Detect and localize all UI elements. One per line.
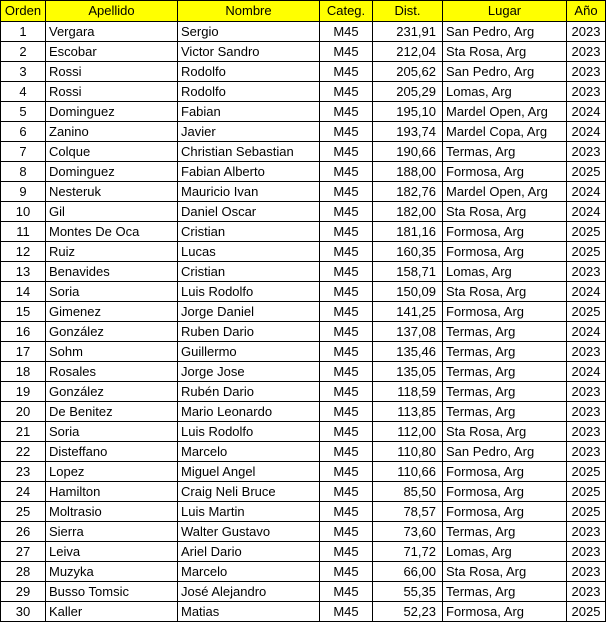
- categoria-cell: M45: [320, 602, 373, 622]
- distancia-cell: 73,60: [373, 522, 443, 542]
- anio-cell: 2024: [567, 202, 606, 222]
- column-header-dist: Dist.: [373, 1, 443, 22]
- orden-cell: 23: [1, 462, 46, 482]
- column-header-categ: Categ.: [320, 1, 373, 22]
- apellido-cell: Moltrasio: [46, 502, 178, 522]
- orden-cell: 22: [1, 442, 46, 462]
- anio-cell: 2023: [567, 42, 606, 62]
- table-row: [1, 222, 606, 242]
- orden-cell: 3: [1, 62, 46, 82]
- nombre-cell: Sergio: [178, 22, 320, 42]
- nombre-cell: Marcelo: [178, 442, 320, 462]
- orden-cell: 2: [1, 42, 46, 62]
- lugar-cell: Sta Rosa, Arg: [443, 202, 567, 222]
- distancia-cell: 85,50: [373, 482, 443, 502]
- apellido-cell: Benavides: [46, 262, 178, 282]
- categoria-cell: M45: [320, 382, 373, 402]
- distancia-cell: 195,10: [373, 102, 443, 122]
- lugar-cell: Termas, Arg: [443, 142, 567, 162]
- categoria-cell: M45: [320, 462, 373, 482]
- distancia-cell: 113,85: [373, 402, 443, 422]
- anio-cell: 2025: [567, 302, 606, 322]
- table-row: [1, 282, 606, 302]
- categoria-cell: M45: [320, 202, 373, 222]
- distancia-cell: 55,35: [373, 582, 443, 602]
- anio-cell: 2023: [567, 582, 606, 602]
- nombre-cell: José Alejandro: [178, 582, 320, 602]
- orden-cell: 20: [1, 402, 46, 422]
- lugar-cell: Termas, Arg: [443, 382, 567, 402]
- anio-cell: 2024: [567, 182, 606, 202]
- apellido-cell: Leiva: [46, 542, 178, 562]
- apellido-cell: De Benitez: [46, 402, 178, 422]
- nombre-cell: Luis Rodolfo: [178, 422, 320, 442]
- apellido-cell: Disteffano: [46, 442, 178, 462]
- orden-cell: 6: [1, 122, 46, 142]
- table-row: [1, 42, 606, 62]
- distancia-cell: 188,00: [373, 162, 443, 182]
- lugar-cell: Formosa, Arg: [443, 482, 567, 502]
- categoria-cell: M45: [320, 82, 373, 102]
- distancia-cell: 110,66: [373, 462, 443, 482]
- nombre-cell: Walter Gustavo: [178, 522, 320, 542]
- orden-cell: 15: [1, 302, 46, 322]
- anio-cell: 2024: [567, 102, 606, 122]
- apellido-cell: Dominguez: [46, 162, 178, 182]
- orden-cell: 17: [1, 342, 46, 362]
- column-header-apellido: Apellido: [46, 1, 178, 22]
- nombre-cell: Guillermo: [178, 342, 320, 362]
- distancia-cell: 212,04: [373, 42, 443, 62]
- orden-cell: 19: [1, 382, 46, 402]
- orden-cell: 5: [1, 102, 46, 122]
- nombre-cell: Matias: [178, 602, 320, 622]
- table-row: [1, 182, 606, 202]
- nombre-cell: Christian Sebastian: [178, 142, 320, 162]
- column-header-nombre: Nombre: [178, 1, 320, 22]
- orden-cell: 29: [1, 582, 46, 602]
- lugar-cell: Mardel Open, Arg: [443, 102, 567, 122]
- orden-cell: 24: [1, 482, 46, 502]
- orden-cell: 18: [1, 362, 46, 382]
- apellido-cell: Soria: [46, 282, 178, 302]
- table-row: [1, 442, 606, 462]
- lugar-cell: Sta Rosa, Arg: [443, 562, 567, 582]
- categoria-cell: M45: [320, 322, 373, 342]
- orden-cell: 30: [1, 602, 46, 622]
- nombre-cell: Rodolfo: [178, 82, 320, 102]
- table-row: [1, 202, 606, 222]
- anio-cell: 2025: [567, 502, 606, 522]
- table-row: [1, 242, 606, 262]
- nombre-cell: Jorge Daniel: [178, 302, 320, 322]
- lugar-cell: Lomas, Arg: [443, 542, 567, 562]
- categoria-cell: M45: [320, 302, 373, 322]
- table-row: [1, 102, 606, 122]
- distancia-cell: 137,08: [373, 322, 443, 342]
- orden-cell: 25: [1, 502, 46, 522]
- table-row: [1, 162, 606, 182]
- lugar-cell: San Pedro, Arg: [443, 22, 567, 42]
- orden-cell: 14: [1, 282, 46, 302]
- distancia-cell: 150,09: [373, 282, 443, 302]
- anio-cell: 2025: [567, 222, 606, 242]
- lugar-cell: Mardel Copa, Arg: [443, 122, 567, 142]
- apellido-cell: Muzyka: [46, 562, 178, 582]
- nombre-cell: Javier: [178, 122, 320, 142]
- orden-cell: 11: [1, 222, 46, 242]
- nombre-cell: Miguel Angel: [178, 462, 320, 482]
- categoria-cell: M45: [320, 162, 373, 182]
- apellido-cell: Nesteruk: [46, 182, 178, 202]
- nombre-cell: Craig Neli Bruce: [178, 482, 320, 502]
- orden-cell: 10: [1, 202, 46, 222]
- anio-cell: 2023: [567, 562, 606, 582]
- anio-cell: 2023: [567, 522, 606, 542]
- nombre-cell: Rubén Dario: [178, 382, 320, 402]
- lugar-cell: Sta Rosa, Arg: [443, 282, 567, 302]
- nombre-cell: Cristian: [178, 222, 320, 242]
- distancia-cell: 205,62: [373, 62, 443, 82]
- lugar-cell: Termas, Arg: [443, 522, 567, 542]
- apellido-cell: Dominguez: [46, 102, 178, 122]
- orden-cell: 21: [1, 422, 46, 442]
- table-row: [1, 122, 606, 142]
- anio-cell: 2023: [567, 382, 606, 402]
- categoria-cell: M45: [320, 582, 373, 602]
- categoria-cell: M45: [320, 142, 373, 162]
- distancia-cell: 141,25: [373, 302, 443, 322]
- table-row: [1, 382, 606, 402]
- apellido-cell: González: [46, 322, 178, 342]
- table-row: [1, 562, 606, 582]
- table-row: [1, 62, 606, 82]
- distancia-cell: 66,00: [373, 562, 443, 582]
- anio-cell: 2025: [567, 602, 606, 622]
- table-row: [1, 402, 606, 422]
- categoria-cell: M45: [320, 562, 373, 582]
- column-header-anio: Año: [567, 1, 606, 22]
- apellido-cell: Rossi: [46, 62, 178, 82]
- lugar-cell: Lomas, Arg: [443, 82, 567, 102]
- column-header-lugar: Lugar: [443, 1, 567, 22]
- nombre-cell: Ruben Dario: [178, 322, 320, 342]
- categoria-cell: M45: [320, 22, 373, 42]
- categoria-cell: M45: [320, 482, 373, 502]
- distancia-cell: 231,91: [373, 22, 443, 42]
- orden-cell: 13: [1, 262, 46, 282]
- anio-cell: 2023: [567, 22, 606, 42]
- nombre-cell: Jorge Jose: [178, 362, 320, 382]
- lugar-cell: Formosa, Arg: [443, 222, 567, 242]
- nombre-cell: Fabian: [178, 102, 320, 122]
- apellido-cell: Busso Tomsic: [46, 582, 178, 602]
- orden-cell: 8: [1, 162, 46, 182]
- nombre-cell: Mario Leonardo: [178, 402, 320, 422]
- anio-cell: 2023: [567, 142, 606, 162]
- nombre-cell: Ariel Dario: [178, 542, 320, 562]
- orden-cell: 16: [1, 322, 46, 342]
- anio-cell: 2024: [567, 122, 606, 142]
- table-row: [1, 542, 606, 562]
- table-row: [1, 262, 606, 282]
- apellido-cell: Sierra: [46, 522, 178, 542]
- distancia-cell: 190,66: [373, 142, 443, 162]
- lugar-cell: Formosa, Arg: [443, 462, 567, 482]
- categoria-cell: M45: [320, 522, 373, 542]
- anio-cell: 2023: [567, 62, 606, 82]
- anio-cell: 2025: [567, 462, 606, 482]
- distancia-cell: 118,59: [373, 382, 443, 402]
- table-row: [1, 522, 606, 542]
- apellido-cell: Escobar: [46, 42, 178, 62]
- categoria-cell: M45: [320, 422, 373, 442]
- table-row: [1, 482, 606, 502]
- table-row: [1, 82, 606, 102]
- lugar-cell: Formosa, Arg: [443, 162, 567, 182]
- categoria-cell: M45: [320, 62, 373, 82]
- nombre-cell: Luis Martin: [178, 502, 320, 522]
- distancia-cell: 205,29: [373, 82, 443, 102]
- orden-cell: 7: [1, 142, 46, 162]
- lugar-cell: Formosa, Arg: [443, 602, 567, 622]
- anio-cell: 2023: [567, 262, 606, 282]
- table-row: [1, 342, 606, 362]
- orden-cell: 26: [1, 522, 46, 542]
- table-row: [1, 142, 606, 162]
- categoria-cell: M45: [320, 342, 373, 362]
- lugar-cell: Termas, Arg: [443, 362, 567, 382]
- categoria-cell: M45: [320, 242, 373, 262]
- apellido-cell: Lopez: [46, 462, 178, 482]
- lugar-cell: Termas, Arg: [443, 402, 567, 422]
- anio-cell: 2025: [567, 482, 606, 502]
- categoria-cell: M45: [320, 402, 373, 422]
- apellido-cell: González: [46, 382, 178, 402]
- table-row: [1, 362, 606, 382]
- distancia-cell: 112,00: [373, 422, 443, 442]
- table-row: [1, 602, 606, 622]
- anio-cell: 2024: [567, 322, 606, 342]
- categoria-cell: M45: [320, 102, 373, 122]
- apellido-cell: Hamilton: [46, 482, 178, 502]
- categoria-cell: M45: [320, 362, 373, 382]
- orden-cell: 27: [1, 542, 46, 562]
- lugar-cell: Termas, Arg: [443, 582, 567, 602]
- table-row: [1, 582, 606, 602]
- lugar-cell: San Pedro, Arg: [443, 62, 567, 82]
- apellido-cell: Gimenez: [46, 302, 178, 322]
- anio-cell: 2025: [567, 162, 606, 182]
- anio-cell: 2024: [567, 362, 606, 382]
- categoria-cell: M45: [320, 122, 373, 142]
- lugar-cell: Formosa, Arg: [443, 502, 567, 522]
- table-row: [1, 462, 606, 482]
- lugar-cell: Sta Rosa, Arg: [443, 42, 567, 62]
- apellido-cell: Vergara: [46, 22, 178, 42]
- categoria-cell: M45: [320, 42, 373, 62]
- apellido-cell: Rossi: [46, 82, 178, 102]
- anio-cell: 2024: [567, 282, 606, 302]
- lugar-cell: Mardel Open, Arg: [443, 182, 567, 202]
- distancia-cell: 110,80: [373, 442, 443, 462]
- nombre-cell: Cristian: [178, 262, 320, 282]
- header-row: [1, 1, 606, 22]
- anio-cell: 2023: [567, 542, 606, 562]
- apellido-cell: Rosales: [46, 362, 178, 382]
- categoria-cell: M45: [320, 442, 373, 462]
- categoria-cell: M45: [320, 542, 373, 562]
- orden-cell: 1: [1, 22, 46, 42]
- lugar-cell: Sta Rosa, Arg: [443, 422, 567, 442]
- nombre-cell: Victor Sandro: [178, 42, 320, 62]
- distancia-cell: 181,16: [373, 222, 443, 242]
- anio-cell: 2023: [567, 342, 606, 362]
- table-row: [1, 302, 606, 322]
- table-body: [1, 22, 606, 622]
- apellido-cell: Montes De Oca: [46, 222, 178, 242]
- orden-cell: 12: [1, 242, 46, 262]
- apellido-cell: Colque: [46, 142, 178, 162]
- lugar-cell: Termas, Arg: [443, 342, 567, 362]
- distancia-cell: 135,05: [373, 362, 443, 382]
- orden-cell: 4: [1, 82, 46, 102]
- lugar-cell: Formosa, Arg: [443, 302, 567, 322]
- categoria-cell: M45: [320, 262, 373, 282]
- table-row: [1, 422, 606, 442]
- apellido-cell: Sohm: [46, 342, 178, 362]
- apellido-cell: Soria: [46, 422, 178, 442]
- distancia-cell: 71,72: [373, 542, 443, 562]
- nombre-cell: Mauricio Ivan: [178, 182, 320, 202]
- distancia-cell: 52,23: [373, 602, 443, 622]
- anio-cell: 2023: [567, 82, 606, 102]
- lugar-cell: Formosa, Arg: [443, 242, 567, 262]
- nombre-cell: Luis Rodolfo: [178, 282, 320, 302]
- anio-cell: 2023: [567, 442, 606, 462]
- anio-cell: 2023: [567, 422, 606, 442]
- anio-cell: 2025: [567, 242, 606, 262]
- distancia-cell: 182,76: [373, 182, 443, 202]
- distancia-cell: 182,00: [373, 202, 443, 222]
- lugar-cell: San Pedro, Arg: [443, 442, 567, 462]
- nombre-cell: Marcelo: [178, 562, 320, 582]
- categoria-cell: M45: [320, 182, 373, 202]
- apellido-cell: Zanino: [46, 122, 178, 142]
- table-row: [1, 322, 606, 342]
- column-header-orden: Orden: [1, 1, 46, 22]
- apellido-cell: Ruiz: [46, 242, 178, 262]
- nombre-cell: Fabian Alberto: [178, 162, 320, 182]
- nombre-cell: Rodolfo: [178, 62, 320, 82]
- distancia-cell: 160,35: [373, 242, 443, 262]
- categoria-cell: M45: [320, 502, 373, 522]
- lugar-cell: Lomas, Arg: [443, 262, 567, 282]
- distancia-cell: 78,57: [373, 502, 443, 522]
- anio-cell: 2023: [567, 402, 606, 422]
- table-row: [1, 22, 606, 42]
- apellido-cell: Kaller: [46, 602, 178, 622]
- nombre-cell: Lucas: [178, 242, 320, 262]
- categoria-cell: M45: [320, 282, 373, 302]
- orden-cell: 9: [1, 182, 46, 202]
- distancia-cell: 135,46: [373, 342, 443, 362]
- categoria-cell: M45: [320, 222, 373, 242]
- table-row: [1, 502, 606, 522]
- distancia-cell: 158,71: [373, 262, 443, 282]
- orden-cell: 28: [1, 562, 46, 582]
- distancia-cell: 193,74: [373, 122, 443, 142]
- lugar-cell: Termas, Arg: [443, 322, 567, 342]
- nombre-cell: Daniel Oscar: [178, 202, 320, 222]
- apellido-cell: Gil: [46, 202, 178, 222]
